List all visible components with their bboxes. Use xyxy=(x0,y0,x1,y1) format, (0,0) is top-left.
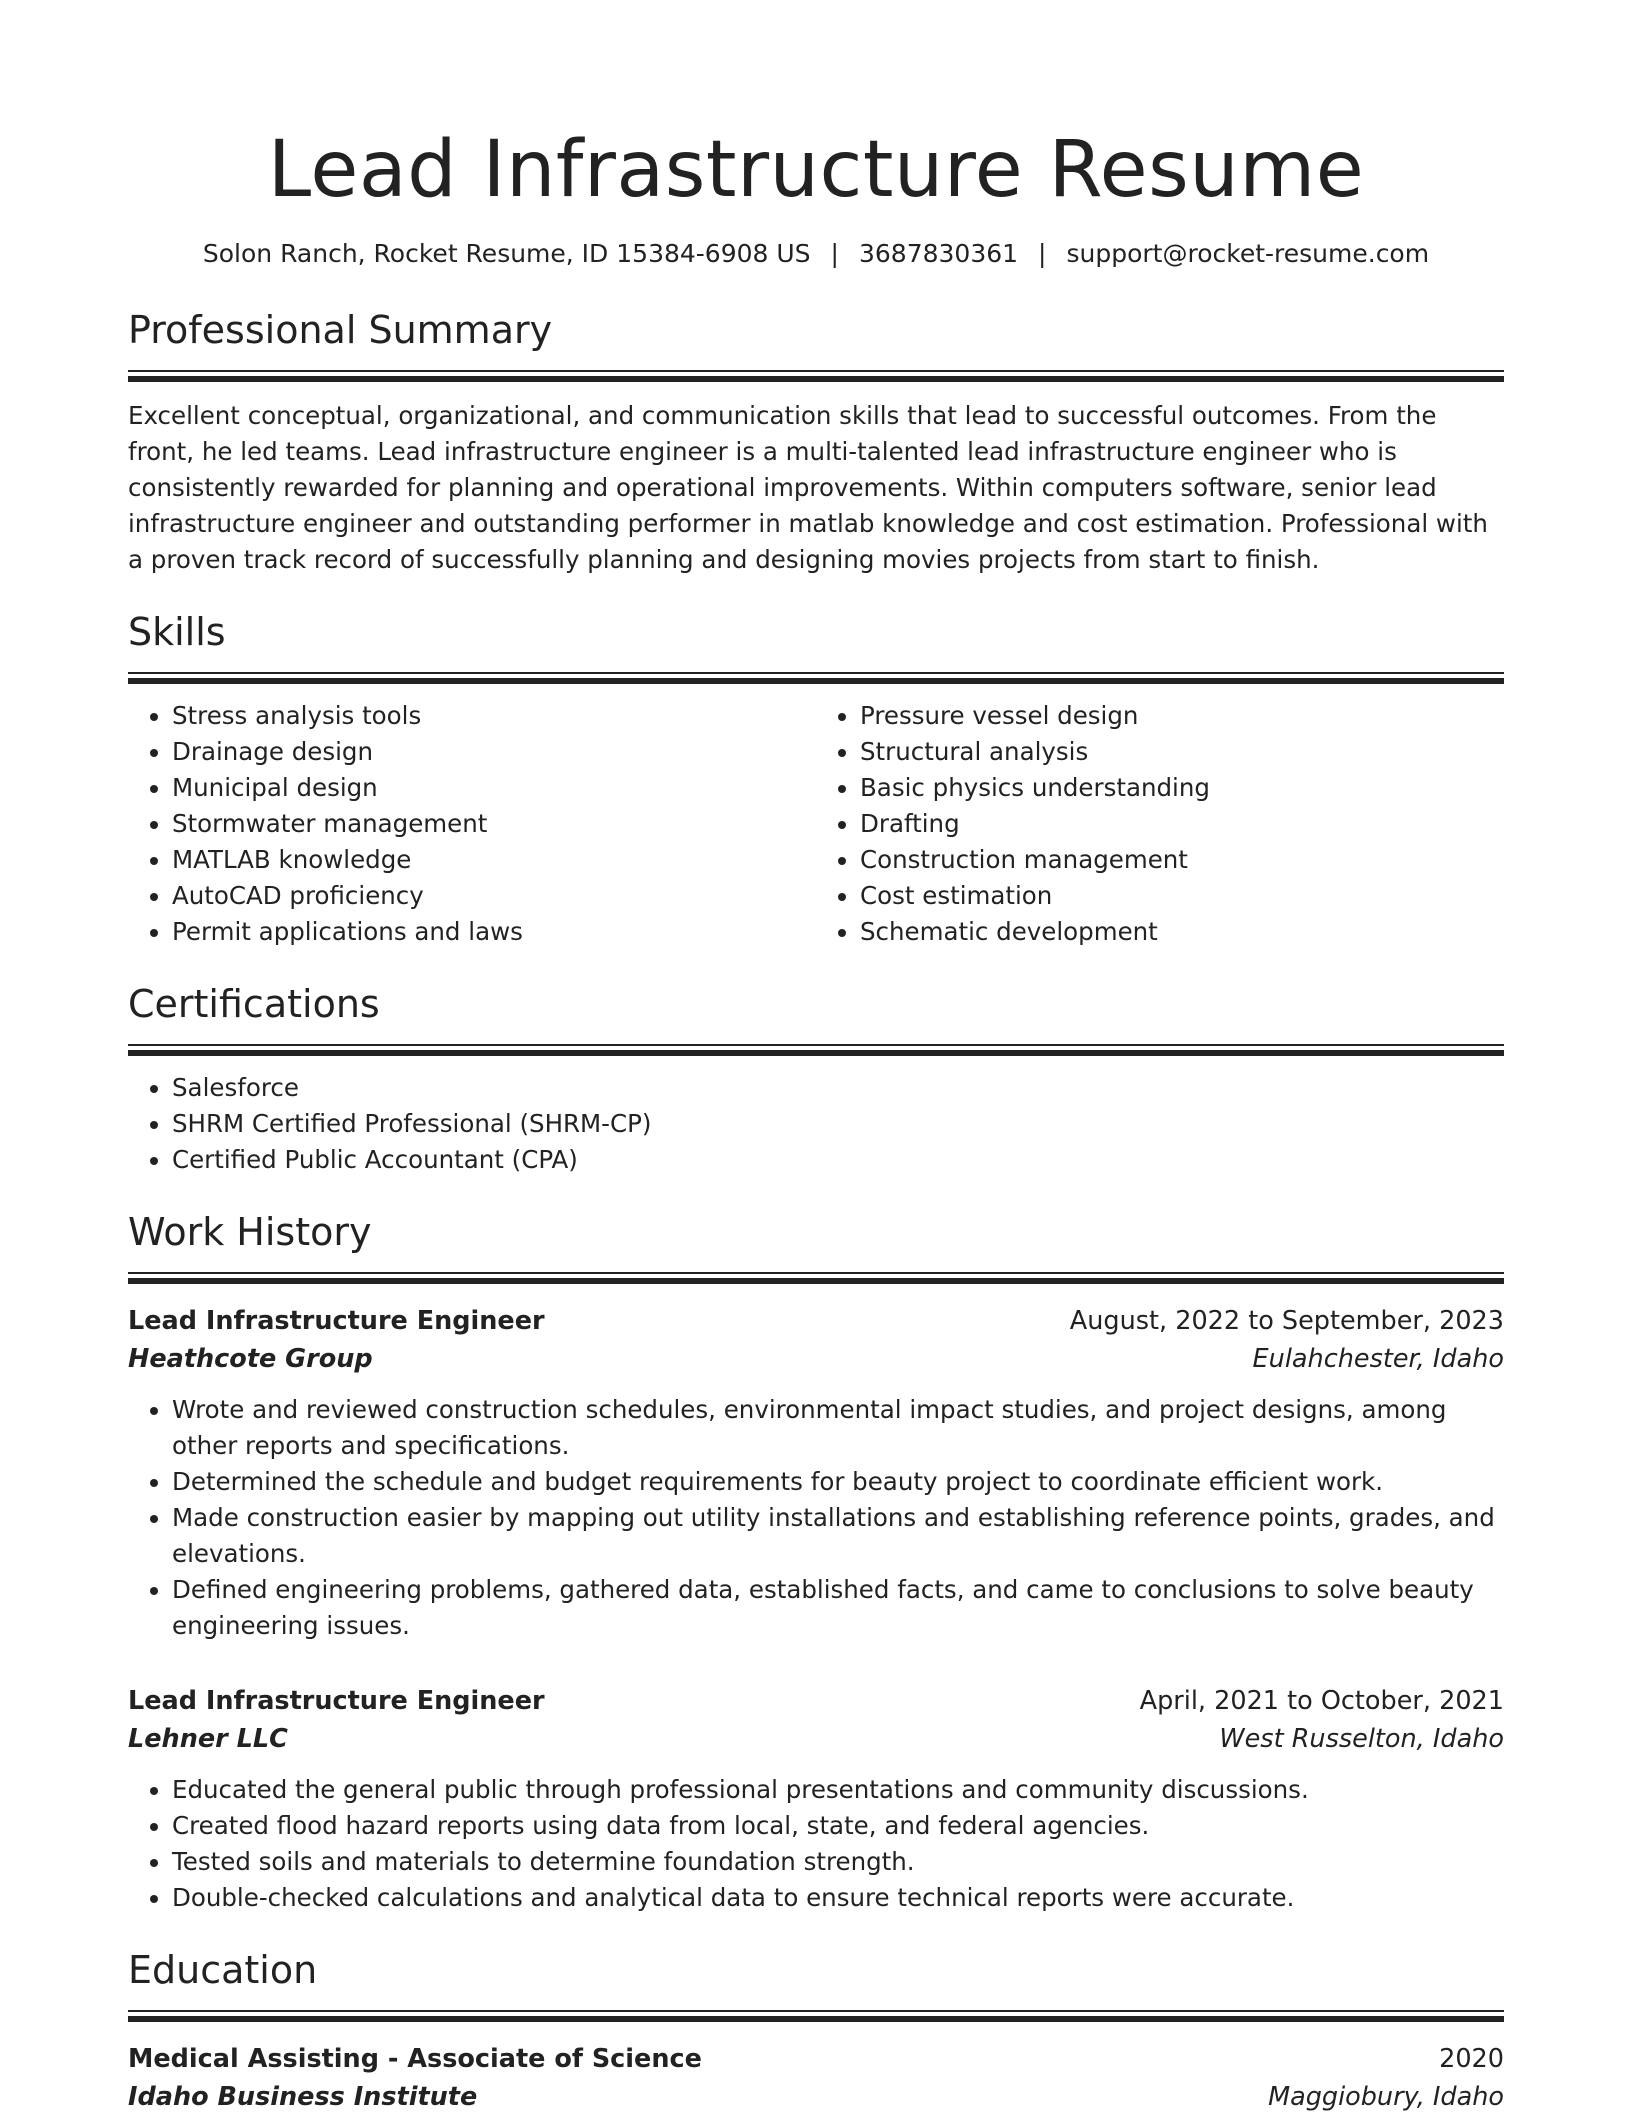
skills-list-left xyxy=(128,698,816,950)
skill-item: • Municipal design xyxy=(172,770,816,806)
skills-list-right xyxy=(816,698,1504,950)
education-heading: Education xyxy=(128,1948,318,1992)
skill-item: • Structural analysis xyxy=(860,734,1504,770)
skill-item: • Drainage design xyxy=(172,734,816,770)
summary-text: Excellent conceptual, organizational, and communication skills that lead to successful outcomes. From the front, he led teams. Lead infrastructure engineer is a multi-talented lead infrastructure engineer who is consistently rewarded for planning and operational improvements. Within computers software, senior lead infrastructure engineer and outstanding performer in matlab knowledge and cost estimation. Professional with a proven track record of successfully planning and designing movies projects from start to finish. xyxy=(128,401,1488,574)
job-bullet: • Determined the schedule and budget requirements for beauty project to coordinate efficient work. xyxy=(172,1464,1504,1500)
education-degree: Medical Assisting - Associate of Science xyxy=(128,2044,702,2074)
job-location: Eulahchester, Idaho xyxy=(1252,1344,1504,1374)
job-company: Heathcote Group xyxy=(128,1344,373,1374)
contact-separator: | xyxy=(1038,239,1047,268)
skill-item: • Construction management xyxy=(860,842,1504,878)
summary-heading: Professional Summary xyxy=(128,308,553,352)
contact-separator: | xyxy=(830,239,839,268)
job-bullet: • Defined engineering problems, gathered data, established facts, and came to conclusions to solve beauty engineering issues. xyxy=(172,1572,1504,1644)
skill-item: • Pressure vessel design xyxy=(860,698,1504,734)
job-header-row xyxy=(128,1302,1504,1340)
job-bullet: • Created flood hazard reports using data from local, state, and federal agencies. xyxy=(172,1808,1504,1844)
skill-item: • Cost estimation xyxy=(860,878,1504,914)
education-header-row xyxy=(128,2040,1504,2078)
section-divider xyxy=(128,370,1504,382)
skill-item: • AutoCAD proficiency xyxy=(172,878,816,914)
education-location: Maggiobury, Idaho xyxy=(1268,2082,1504,2112)
job-bullets xyxy=(128,1772,1504,1916)
job-company: Lehner LLC xyxy=(128,1724,288,1754)
education-school: Idaho Business Institute xyxy=(128,2082,478,2112)
skill-item: • MATLAB knowledge xyxy=(172,842,816,878)
job-bullet: • Educated the general public through professional presentations and community discussions. xyxy=(172,1772,1504,1808)
section-divider xyxy=(128,672,1504,684)
job-dates: April, 2021 to October, 2021 xyxy=(1139,1686,1504,1716)
contact-address: Solon Ranch, Rocket Resume, ID 15384-6908 US xyxy=(202,239,811,268)
job-entry xyxy=(128,1682,1504,1916)
job-subheader-row xyxy=(128,1340,1504,1378)
contact-email: support@rocket-resume.com xyxy=(1066,239,1430,268)
job-title: Lead Infrastructure Engineer xyxy=(128,1306,545,1336)
skills-section xyxy=(128,608,1504,950)
certification-item: • SHRM Certified Professional (SHRM-CP) xyxy=(172,1106,1504,1142)
work-heading: Work History xyxy=(128,1210,372,1254)
job-title: Lead Infrastructure Engineer xyxy=(128,1686,545,1716)
section-divider xyxy=(128,2010,1504,2022)
job-header-row xyxy=(128,1682,1504,1720)
certifications-list xyxy=(128,1070,1504,1178)
job-bullet: • Wrote and reviewed construction schedules, environmental impact studies, and project designs, among other reports and specifications. xyxy=(172,1392,1504,1464)
summary-section xyxy=(128,306,1504,578)
skill-item: • Permit applications and laws xyxy=(172,914,816,950)
skill-item: • Basic physics understanding xyxy=(860,770,1504,806)
certification-item: • Certified Public Accountant (CPA) xyxy=(172,1142,1504,1178)
job-subheader-row xyxy=(128,1720,1504,1758)
education-entry xyxy=(128,2040,1504,2116)
job-dates: August, 2022 to September, 2023 xyxy=(1069,1306,1504,1336)
certifications-heading: Certifications xyxy=(128,982,380,1026)
skill-item: • Drafting xyxy=(860,806,1504,842)
education-section xyxy=(128,1946,1504,2116)
section-divider xyxy=(128,1044,1504,1056)
job-entry xyxy=(128,1302,1504,1644)
job-bullets xyxy=(128,1392,1504,1644)
job-bullet: • Double-checked calculations and analytical data to ensure technical reports were accurate. xyxy=(172,1880,1504,1916)
resume-title: Lead Infrastructure Resume xyxy=(267,125,1365,215)
education-year: 2020 xyxy=(1439,2044,1504,2074)
education-subheader-row xyxy=(128,2078,1504,2116)
certifications-section xyxy=(128,980,1504,1178)
skills-heading: Skills xyxy=(128,610,226,654)
contact-line xyxy=(128,236,1504,272)
contact-phone: 3687830361 xyxy=(858,239,1019,268)
skill-item: • Stormwater management xyxy=(172,806,816,842)
job-bullet: • Made construction easier by mapping out utility installations and establishing reference points, grades, and elevations. xyxy=(172,1500,1504,1572)
skill-item: • Schematic development xyxy=(860,914,1504,950)
job-location: West Russelton, Idaho xyxy=(1219,1724,1504,1754)
skill-item: • Stress analysis tools xyxy=(172,698,816,734)
job-bullet: • Tested soils and materials to determine foundation strength. xyxy=(172,1844,1504,1880)
skills-grid xyxy=(128,684,1504,950)
section-divider xyxy=(128,1272,1504,1284)
work-section xyxy=(128,1208,1504,1916)
certification-item: • Salesforce xyxy=(172,1070,1504,1106)
